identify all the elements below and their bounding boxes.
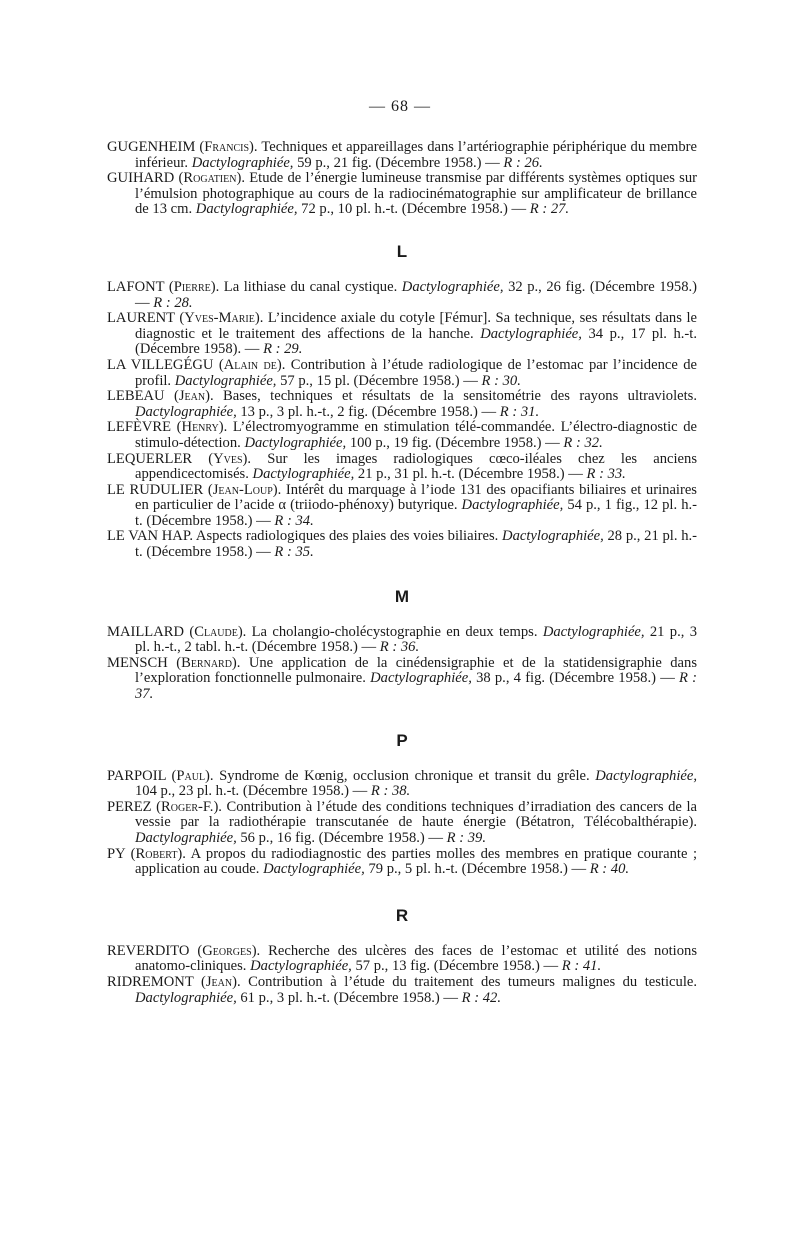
author-name: LEBEAU — [107, 388, 165, 405]
reference-code: R : 26. — [503, 154, 543, 171]
bibliography-entry — [107, 625, 697, 656]
author-name: PARPOIL — [107, 767, 166, 784]
publication-type: Dactylographiée, — [461, 497, 564, 514]
entry-title: L’électromyogramme en stimulation télé-commandée. L’électro-diagnostic de stimulo-détection. — [135, 419, 697, 451]
bibliography-entry — [107, 483, 697, 530]
entry-title: Recherche des ulcères des faces de l’estomac et utilité des notions anatomo-cliniques. — [135, 942, 698, 975]
reference-code: R : 27. — [529, 201, 570, 218]
publication-type: Dactylographiée, — [135, 403, 237, 420]
author-name: PEREZ — [107, 798, 152, 815]
reference-code: R : 42. — [461, 989, 501, 1006]
bibliography-entry — [107, 975, 697, 1006]
publication-type: Dactylographiée, — [250, 958, 352, 975]
reference-code: R : 32. — [563, 434, 603, 451]
publication-type: Dactylographiée, — [480, 325, 582, 342]
entry-title: Intérêt du marquage à l’iode 131 des opacifiants biliaires et urinaires en particulier de l’acide α (triiodo-phénoxy) butyrique. — [135, 481, 697, 514]
reference-code: R : 35. — [274, 544, 314, 561]
entry-details: 13 p., 3 pl. h.-t., 2 fig. (Décembre 1958.) — — [236, 403, 500, 420]
entry-details: 28 p., 21 pl. h.-t. (Décembre 1958.) — — [135, 528, 697, 561]
author-first-name: (Claude). — [189, 623, 247, 640]
publication-type: Dactylographiée, — [244, 434, 347, 451]
reference-code: R : 28. — [153, 294, 193, 311]
entry-title: Une application de la cinédensigraphie et de la statidensigraphie dans l’exploration fonctionnelle pulmonaire. — [135, 654, 697, 687]
bibliography-entry — [107, 420, 697, 451]
publication-type: Dactylographiée, — [401, 278, 504, 295]
entry-title: Aspects radiologiques des plaies des voies biliaires. — [192, 528, 503, 545]
bibliography-entry — [107, 140, 697, 171]
reference-code: R : 39. — [446, 830, 486, 846]
author-name: GUIHARD — [107, 170, 175, 187]
entry-title: Sur les images radiologiques cœco-iléales chez les anciens appendicectomisés. — [135, 450, 697, 483]
entry-details: 59 p., 21 fig. (Décembre 1958.) — — [293, 154, 504, 171]
author-name: LEQUERLER — [107, 450, 193, 467]
author-name: LAURENT — [107, 310, 175, 327]
reference-code: R : 36. — [379, 639, 420, 656]
author-name: MAILLARD — [107, 623, 185, 640]
entry-details: 38 p., 4 fig. (Décembre 1958.) — — [471, 670, 679, 687]
author-first-name: (Yves). — [208, 450, 252, 467]
author-first-name: (Yves-Marie). — [179, 310, 264, 327]
bibliography-entry — [107, 280, 697, 311]
reference-code: R : 31. — [499, 403, 540, 420]
entry-details: 21 p., 31 pl. h.-t. (Décembre 1958.) — — [354, 466, 587, 483]
page-number: — 68 — — [369, 98, 431, 115]
publication-type: Dactylographiée, — [502, 528, 604, 545]
bibliography-entry — [107, 800, 697, 847]
entry-title: A propos du radiodiagnostic des parties molles des membres en pratique courante ; application au coude. — [135, 845, 697, 878]
author-first-name: (Jean). — [201, 973, 241, 990]
publication-type: Dactylographiée, — [195, 201, 298, 218]
publication-type: Dactylographiée, — [542, 623, 645, 640]
bibliography-entry — [107, 847, 697, 878]
publication-type: Dactylographiée, — [135, 830, 237, 846]
bibliography-entry — [107, 171, 697, 218]
section-letter-p: P — [396, 730, 408, 750]
author-first-name: (Rogatien). — [178, 170, 245, 187]
author-first-name: (Georges). — [197, 942, 261, 959]
entry-details: 56 p., 16 fig. (Décembre 1958.) — — [236, 830, 447, 846]
entry-details: 72 p., 10 pl. h.-t. (Décembre 1958.) — — [297, 201, 530, 218]
entry-title: Contribution à l’étude du traitement des tumeurs malignes du testicule. — [240, 973, 698, 990]
entry-details: 79 p., 5 pl. h.-t. (Décembre 1958.) — — [364, 861, 590, 878]
author-first-name: (Henry). — [176, 419, 228, 436]
author-name: LE RUDULIER — [107, 481, 204, 498]
author-name: PY — [107, 845, 126, 862]
entry-title: L’incidence axiale du cotyle [Fémur]. Sa technique, ses résultats dans le diagnostic et le traitement des affections de la hanche. — [135, 310, 697, 342]
entry-details: 21 p., 3 pl. h.-t., 2 tabl. h.-t. (Décembre 1958.) — — [135, 623, 697, 656]
entry-title: Etude de l’énergie lumineuse transmise par différents systèmes optiques sur l’émulsion photographique au cours de la radiocinématographie sur amplificateur de brillance de 13 cm. — [135, 170, 697, 218]
reference-code: R : 41. — [561, 958, 602, 975]
author-first-name: (Jean). — [174, 388, 214, 405]
bibliography-entry — [107, 944, 697, 975]
author-first-name: (Robert). — [130, 845, 186, 862]
author-first-name: (Alain de). — [218, 356, 286, 373]
author-name: MENSCH — [107, 654, 168, 671]
reference-code: R : 34. — [274, 512, 314, 529]
publication-type: Dactylographiée, — [595, 767, 697, 784]
entry-title: Bases, techniques et résultats de la sensitométrie des rayons ultraviolets. — [213, 388, 697, 405]
author-first-name: (Pierre). — [168, 278, 220, 295]
author-name: RIDREMONT — [107, 973, 194, 990]
bibliography-entry — [107, 656, 697, 703]
entry-details: 61 p., 3 pl. h.-t. (Décembre 1958.) — — [236, 989, 462, 1006]
reference-code: R : 33. — [586, 466, 626, 483]
section-letter-r: R — [395, 905, 409, 925]
entry-title: Contribution à l’étude radiologique de l’estomac par l’incidence de profil. — [135, 356, 697, 389]
entry-title: La lithiase du canal cystique. — [219, 278, 402, 295]
entry-title: Techniques et appareillages dans l’artériographie périphérique du membre inférieur. — [135, 139, 697, 171]
publication-type: Dactylographiée, — [191, 154, 294, 171]
reference-code: R : 38. — [370, 783, 411, 800]
entry-details: 57 p., 13 fig. (Décembre 1958.) — — [351, 958, 562, 975]
reference-code: R : 40. — [589, 861, 630, 878]
reference-code: R : 37. — [135, 670, 697, 703]
author-first-name: (Roger-F.). — [156, 798, 222, 815]
publication-type: Dactylographiée, — [174, 372, 277, 389]
entry-details: 57 p., 15 pl. (Décembre 1958.) — — [276, 372, 482, 389]
author-name: LAFONT — [107, 278, 165, 295]
section-letter-l: L — [396, 241, 408, 261]
reference-code: R : 29. — [263, 341, 303, 358]
author-name: LA VILLEGÉGU — [107, 356, 214, 373]
author-name: LE VAN HAP. — [107, 528, 193, 545]
entry-title: La cholangio-cholécystographie en deux temps. — [246, 623, 543, 640]
publication-type: Dactylographiée, — [370, 670, 472, 687]
reference-code: R : 30. — [481, 372, 521, 389]
author-name: REVERDITO — [107, 942, 190, 959]
bibliography-entry — [107, 452, 697, 483]
bibliography-entry — [107, 769, 697, 800]
author-name: GUGENHEIM — [107, 139, 196, 155]
entry-title: Syndrome de Kœnig, occlusion chronique et transit du grêle. — [213, 767, 596, 784]
entry-title: Contribution à l’étude des conditions techniques d’irradiation des cancers de la vessie par la radiothérapie transcutanée de haute énergie (Bétatron, Télécobalthérapie). — [135, 798, 697, 831]
bibliography-entry — [107, 358, 697, 389]
bibliography-list — [107, 140, 697, 1006]
publication-type: Dactylographiée, — [263, 861, 365, 878]
author-first-name: (Jean-Loup). — [207, 481, 282, 498]
bibliography-entry — [107, 389, 697, 420]
author-first-name: (Francis). — [199, 139, 258, 155]
publication-type: Dactylographiée, — [252, 466, 355, 483]
entry-details: 100 p., 19 fig. (Décembre 1958.) — — [346, 434, 564, 451]
author-first-name: (Paul). — [171, 767, 214, 784]
author-name: LEFÈVRE — [107, 419, 172, 436]
publication-type: Dactylographiée, — [135, 989, 237, 1006]
entry-details: 54 p., 1 fig., 12 pl. h.-t. (Décembre 1958.) — — [135, 497, 697, 529]
bibliography-entry — [107, 311, 697, 358]
entry-details: 32 p., 26 fig. (Décembre 1958.) — — [135, 278, 697, 311]
author-first-name: (Bernard). — [176, 654, 241, 671]
entry-details: 34 p., 17 pl. h.-t. (Décembre 1958). — — [135, 325, 697, 358]
bibliography-entry — [107, 529, 697, 560]
entry-details: 104 p., 23 pl. h.-t. (Décembre 1958.) — — [135, 783, 371, 800]
section-letter-m: M — [394, 586, 410, 606]
